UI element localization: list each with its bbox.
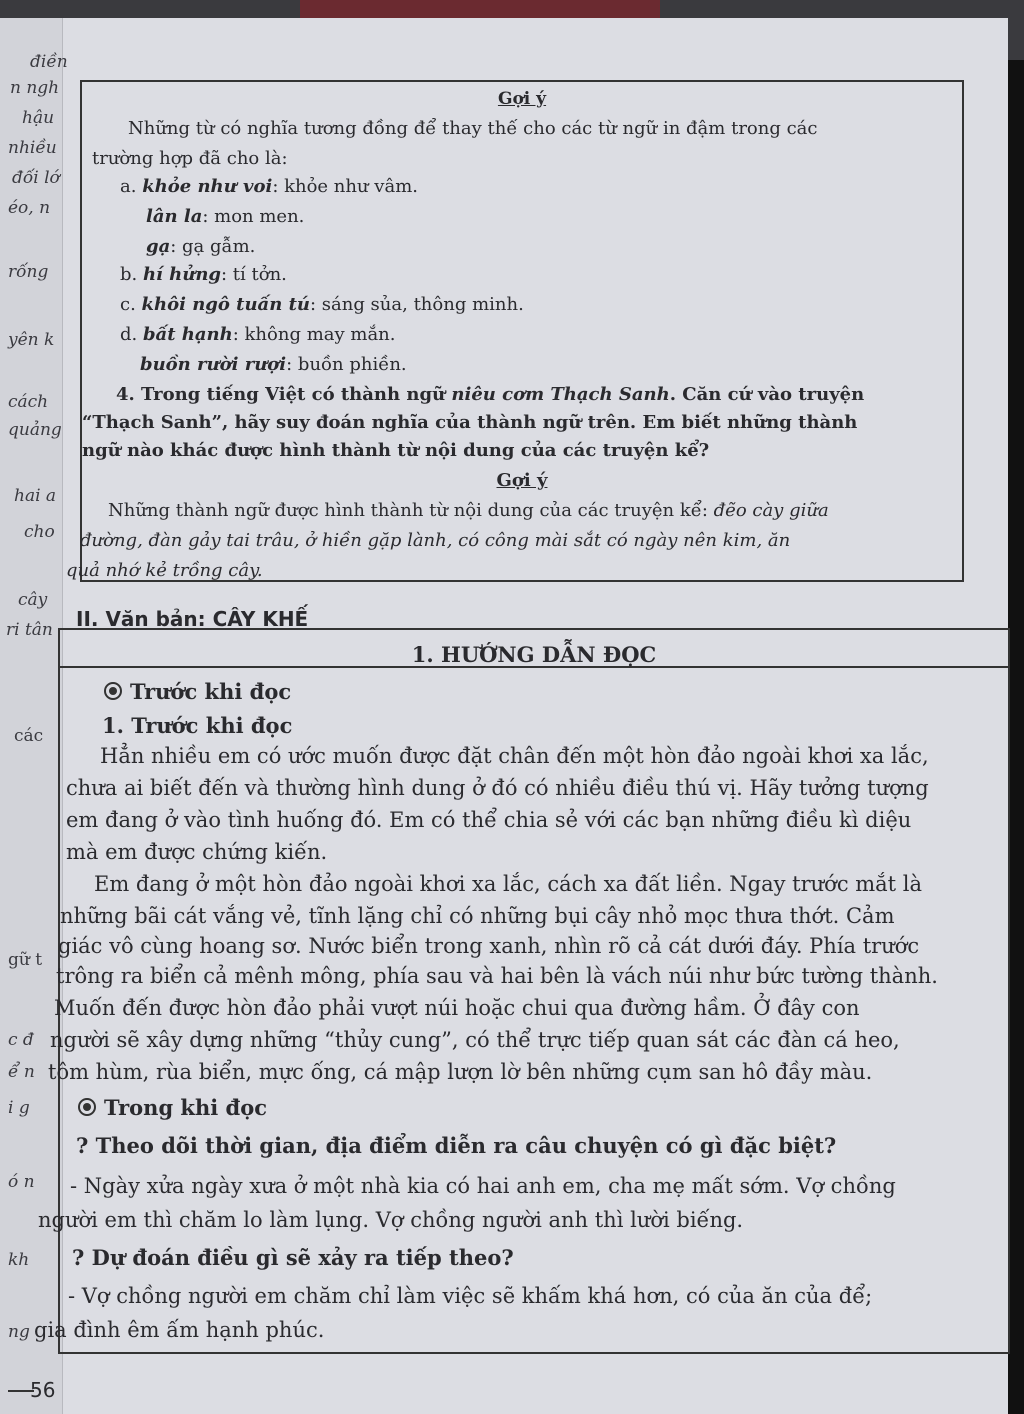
- margin-fragment: kh: [8, 1250, 30, 1270]
- margin-fragment: n ngh: [10, 78, 60, 98]
- margin-fragment: rống: [8, 262, 49, 282]
- margin-fragment: ng: [8, 1322, 30, 1342]
- answer-item: gạ: gạ gẫm.: [146, 236, 256, 257]
- question-4: 4. Trong tiếng Việt có thành ngữ niêu cơm Thạch Sanh. Căn cứ vào truyện: [116, 384, 865, 405]
- question-line: ? Dự đoán điều gì sẽ xảy ra tiếp theo?: [72, 1245, 514, 1270]
- answer-item-a: a. khỏe như voi: khỏe như vâm.: [120, 176, 418, 197]
- answer-item: buồn rười rượi: buồn phiền.: [140, 354, 407, 375]
- hint-heading: Gợi ý: [496, 470, 548, 491]
- margin-fragment: quảng: [8, 420, 62, 440]
- margin-fragment: đối lớ: [12, 168, 60, 188]
- margin-fragment: yên k: [8, 330, 55, 350]
- question-line: ? Theo dõi thời gian, địa điểm diễn ra câu chuyện có gì đặc biệt?: [76, 1133, 837, 1158]
- answer-line: - Ngày xửa ngày xưa ở một nhà kia có hai anh em, cha mẹ mất sớm. Vợ chồng: [70, 1174, 896, 1198]
- answer-item: lân la: mon men.: [146, 206, 305, 227]
- margin-fragment: éo, n: [8, 198, 51, 218]
- margin-fragment: i g: [8, 1098, 30, 1118]
- paragraph-line: Hẳn nhiều em có ước muốn được đặt chân đến một hòn đảo ngoài khơi xa lắc,: [100, 744, 929, 768]
- previous-page-margin: [0, 18, 68, 1414]
- page-number: 56: [30, 1378, 56, 1402]
- margin-fragment: nhiều: [8, 138, 57, 158]
- hint-answer-line: Những thành ngữ được hình thành từ nội dung của các truyện kể: đẽo cày giữa: [108, 500, 829, 521]
- margin-fragment: cách: [8, 392, 49, 412]
- margin-fragment: gữ t: [8, 950, 43, 970]
- paragraph-line: mà em được chứng kiến.: [66, 840, 328, 864]
- hint-answer-line: đường, đàn gảy tai trâu, ở hiền gặp lành, có công mài sắt có ngày nên kim, ăn: [80, 530, 791, 551]
- paragraph-line: Muốn đến được hòn đảo phải vượt núi hoặc chui qua đường hầm. Ở đây con: [54, 996, 860, 1020]
- paragraph-line: chưa ai biết đến và thường hình dung ở đó có nhiều điều thú vị. Hãy tưởng tượng: [66, 776, 929, 800]
- answer-item-b: b. hí hửng: tí tởn.: [120, 264, 287, 285]
- answer-line: - Vợ chồng người em chăm chỉ làm việc sẽ khấm khá hơn, có của ăn của để;: [68, 1284, 873, 1308]
- paragraph-line: giác vô cùng hoang sơ. Nước biển trong xanh, nhìn rõ cả cát dưới đáy. Phía trước: [58, 934, 920, 958]
- paragraph-line: những bãi cát vắng vẻ, tĩnh lặng chỉ có những bụi cây nhỏ mọc thưa thớt. Cảm: [60, 904, 895, 928]
- hint-intro-line: Những từ có nghĩa tương đồng để thay thế cho các từ ngữ in đậm trong các: [128, 118, 818, 139]
- margin-fragment: c đ: [8, 1030, 34, 1050]
- margin-fragment: cây: [18, 590, 48, 610]
- margin-fragment: ó n: [8, 1172, 35, 1192]
- section-title: II. Văn bản: CÂY KHẾ: [76, 607, 309, 631]
- paragraph-line: trông ra biển cả mênh mông, phía sau và hai bên là vách núi như bức tường thành.: [56, 964, 938, 988]
- margin-fragment: hai a: [14, 486, 57, 506]
- paragraph-line: em đang ở vào tình huống đó. Em có thể chia sẻ với các bạn những điều kì diệu: [66, 808, 912, 832]
- margin-fragment: điền: [30, 52, 68, 72]
- paragraph-line: tôm hùm, rùa biển, mực ống, cá mập lượn lờ bên những cụm san hô đầy màu.: [48, 1060, 873, 1084]
- margin-fragment: hậu: [22, 108, 55, 128]
- paragraph-line: Em đang ở một hòn đảo ngoài khơi xa lắc, cách xa đất liền. Ngay trước mắt là: [94, 872, 923, 896]
- answer-line: người em thì chăm lo làm lụng. Vợ chồng người anh thì lười biếng.: [38, 1208, 744, 1232]
- margin-fragment: các: [14, 726, 44, 746]
- question-4-line: ngữ nào khác được hình thành từ nội dung của các truyện kể?: [82, 440, 710, 461]
- hint-answer-line: quả nhớ kẻ trồng cây.: [66, 560, 263, 581]
- question-4-line: “Thạch Sanh”, hãy suy đoán nghĩa của thành ngữ trên. Em biết những thành: [82, 412, 858, 433]
- margin-fragment: cho: [24, 522, 55, 542]
- answer-line: gia đình êm ấm hạnh phúc.: [34, 1318, 325, 1342]
- before-reading-item: 1. Trước khi đọc: [102, 713, 293, 738]
- before-reading-subheading: Trước khi đọc: [104, 680, 291, 704]
- hint-heading: Gợi ý: [497, 89, 547, 109]
- hint-intro-line: trường hợp đã cho là:: [92, 148, 288, 169]
- paragraph-line: người sẽ xây dựng những “thủy cung”, có thể trực tiếp quan sát các đàn cá heo,: [50, 1028, 900, 1052]
- during-reading-subheading: Trong khi đọc: [78, 1096, 267, 1120]
- margin-fragment: ri tân: [6, 620, 53, 640]
- reading-guide-title: 1. HƯỚNG DẪN ĐỌC: [411, 642, 657, 667]
- circle-bullet-icon: [78, 1098, 96, 1116]
- circle-bullet-icon: [104, 682, 122, 700]
- answer-item-d: d. bất hạnh: không may mắn.: [120, 324, 396, 345]
- answer-item-c: c. khôi ngô tuấn tú: sáng sủa, thông minh.: [120, 294, 524, 315]
- margin-fragment: ể n: [8, 1062, 35, 1082]
